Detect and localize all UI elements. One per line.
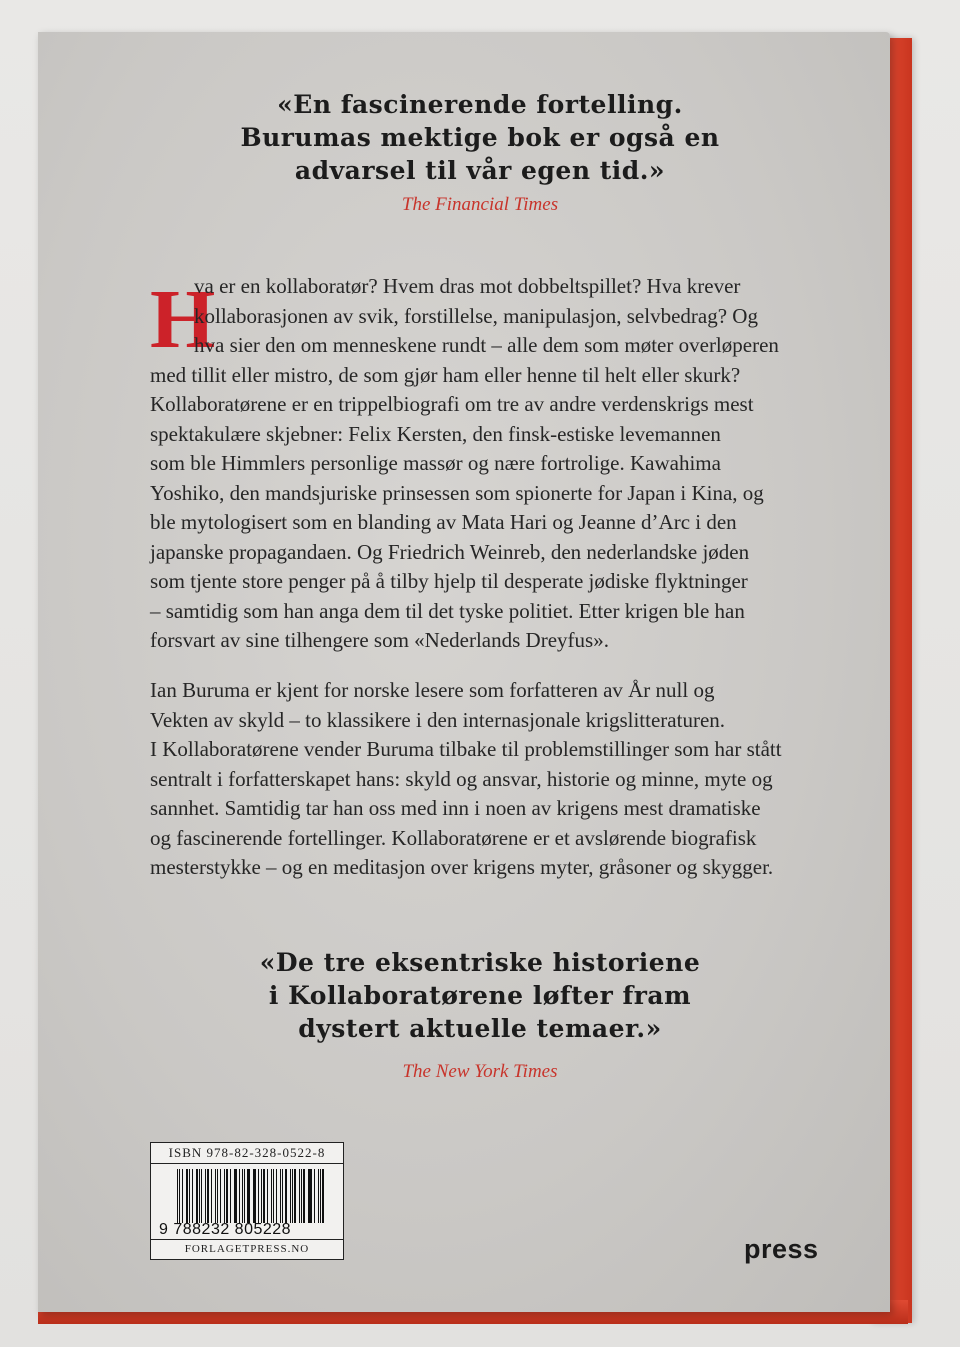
isbn-barcode-box: [150, 1142, 344, 1260]
barcode-bar: [276, 1169, 277, 1223]
barcode-bar: [186, 1169, 188, 1223]
bottom-quote-source: The New York Times: [402, 1061, 558, 1082]
drop-cap: H: [150, 273, 216, 366]
barcode-bar: [282, 1169, 283, 1223]
barcode-bar: [273, 1169, 274, 1223]
barcode-bar: [220, 1169, 221, 1223]
barcode-bar: [254, 1169, 255, 1223]
barcode-bar: [207, 1169, 209, 1223]
barcode-bar: [309, 1169, 311, 1223]
barcode-bar: [301, 1169, 302, 1223]
barcode-bar: [267, 1169, 268, 1223]
publisher-logo: press: [744, 1234, 819, 1264]
barcode-bar: [215, 1169, 216, 1223]
barcode-bar: [253, 1169, 254, 1223]
barcode-bar: [177, 1169, 178, 1223]
top-quote-source: The Financial Times: [401, 194, 559, 215]
barcode-bar: [285, 1169, 287, 1223]
barcode-digits: 9 788232 805228: [159, 1221, 292, 1238]
barcode-bar: [322, 1169, 323, 1223]
barcode-bar: [258, 1169, 259, 1223]
barcode-bar: [242, 1169, 243, 1223]
barcode-bar: [280, 1169, 281, 1223]
barcode-bar: [234, 1169, 235, 1223]
barcode-bar: [271, 1169, 272, 1223]
barcode-bar: [205, 1169, 206, 1223]
barcode-bar: [320, 1169, 321, 1223]
barcode-bar: [261, 1169, 262, 1223]
barcode-bar: [290, 1169, 291, 1223]
barcode-bar: [192, 1169, 193, 1223]
barcode-bar: [263, 1169, 265, 1223]
barcode-bar: [239, 1169, 240, 1223]
barcode-bar: [292, 1169, 293, 1223]
isbn-label: ISBN 978-82-328-0522-8: [151, 1145, 343, 1164]
barcode: [177, 1169, 327, 1223]
barcode-bar: [196, 1169, 197, 1223]
barcode-bar: [294, 1169, 295, 1223]
barcode-bar: [179, 1169, 180, 1223]
blurb-paragraph-2: Ian Buruma er kjent for norske lesere som forfatteren av År null og Vekten av skyld – to klassikere i den internasjonale krigslitteraturen. I Kollaboratørene vender Buruma tilbake til problemstillinger som har stått sentralt i forfatterskapet hans: skyld og ansvar, historie og minne, myte og sannhet. Samtidig tar han oss med inn i noen av krigens mest dramatiske og fascinerende fortellinger. Kollaboratørene er et avslørende biografisk mesterstykke – og en meditasjon over krigens myter, gråsoner og skygger.: [150, 678, 782, 879]
barcode-bar: [318, 1169, 319, 1223]
barcode-bar: [211, 1169, 212, 1223]
top-review-quote: «En fascinerende fortelling. Burumas mektige bok er også en advarsel til vår egen tid.»: [240, 90, 720, 185]
bottom-review-quote: «De tre eksentriske historiene i Kollaboratørene løfter fram dystert aktuelle temaer.»: [259, 948, 701, 1043]
barcode-bar: [314, 1169, 315, 1223]
barcode-bar: [217, 1169, 218, 1223]
barcode-bar: [224, 1169, 225, 1223]
barcode-bar: [189, 1169, 190, 1223]
barcode-bar: [226, 1169, 228, 1223]
barcode-bar: [299, 1169, 300, 1223]
blurb-paragraph-1: va er en kollaboratør? Hvem dras mot dobbeltspillet? Hva krever kollaborasjonen av svik, forstillelse, manipulasjon, selvbedrag? Og hva sier den om menneskene rundt – alle dem som møter overløperen med tillit eller mistro, de som gjør ham eller henne til helt eller skurk? Kollaboratørene er en trippelbiografi om tre av andre verdenskrigs mest spektakulære skjebner: Felix Kersten, den finsk-estiske levemannen som ble Himmlers personlige massør og nære fortrolige. Kawahima Yoshiko, den mandsjuriske prinsessen som spionerte for Japan i Kina, og ble mytologisert som en blanding av Mata Hari og Jeanne d’Arc i den japanske propagandaen. Og Friedrich Weinreb, den nederlandske jøden som tjente store penger på å tilby hjelp til desperate jødiske flyktninger – samtidig som han anga dem til det tyske politiet. Etter krigen ble han forsvart av sine tilhengere som «Nederlands Dreyfus».: [150, 274, 779, 652]
barcode-bar: [308, 1169, 309, 1223]
barcode-bar: [201, 1169, 202, 1223]
barcode-bar: [199, 1169, 200, 1223]
barcode-bar: [303, 1169, 304, 1223]
publisher-url: FORLAGETPRESS.NO: [151, 1239, 343, 1255]
barcode-bar: [244, 1169, 245, 1223]
back-cover: [38, 32, 890, 1312]
barcode-bar: [235, 1169, 236, 1223]
barcode-bar: [247, 1169, 249, 1223]
barcode-bar: [182, 1169, 183, 1223]
barcode-bar: [230, 1169, 231, 1223]
